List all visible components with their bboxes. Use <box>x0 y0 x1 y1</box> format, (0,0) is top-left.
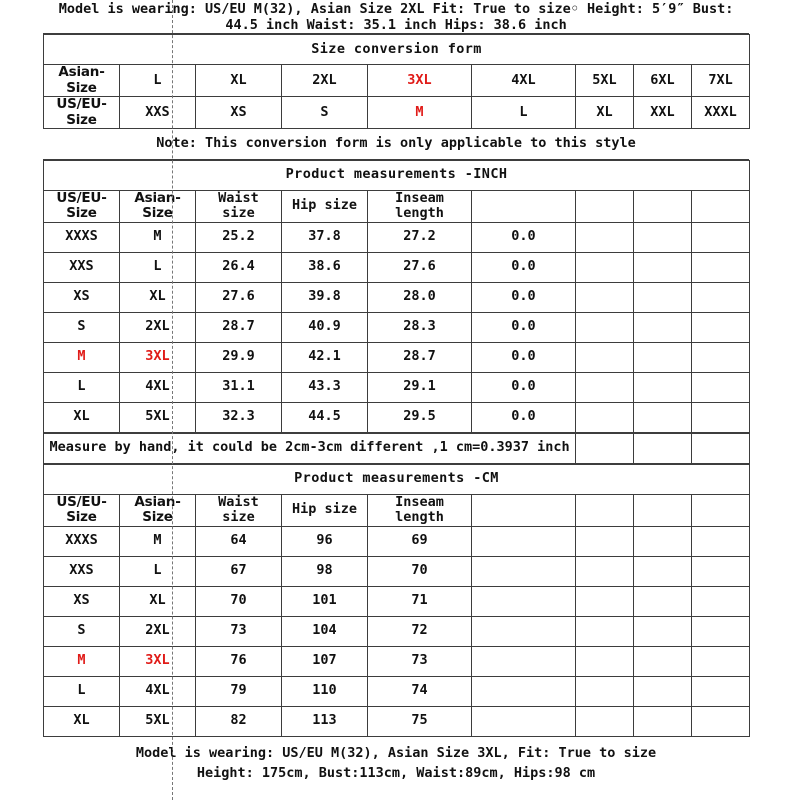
table-row <box>44 312 750 342</box>
inch-cell-empty <box>634 342 692 372</box>
cm-cell-empty <box>576 556 634 586</box>
cm-cell-empty <box>634 706 692 736</box>
size-conversion-title: Size conversion form <box>44 35 750 65</box>
cm-cell-empty <box>692 706 750 736</box>
note-row <box>43 129 749 159</box>
asian-size-cell: 7XL <box>692 65 750 97</box>
inch-cell-useu: XL <box>44 402 120 432</box>
footer-line1: Model is wearing: US/EU M(32), Asian Size 3XL, Fit: True to size <box>135 744 657 761</box>
cm-cell-asian: M <box>120 526 196 556</box>
inch-cell-inseam: 27.6 <box>368 252 472 282</box>
inch-cell-empty <box>634 222 692 252</box>
inch-cell-empty <box>576 312 634 342</box>
cm-header-inseam-length: Inseam length <box>368 494 472 526</box>
cm-cell-hip: 113 <box>282 706 368 736</box>
cm-table-title: Product measurements -CM <box>44 464 750 494</box>
table-row <box>44 372 750 402</box>
cm-cell-useu: M <box>44 646 120 676</box>
inch-cell-hip: 40.9 <box>282 312 368 342</box>
asian-size-cell: L <box>120 65 196 97</box>
asian-size-cell: XL <box>196 65 282 97</box>
inch-cell-extra: 0.0 <box>472 282 576 312</box>
cm-cell-empty <box>576 706 634 736</box>
useu-size-cell: S <box>282 97 368 129</box>
cm-cell-waist: 70 <box>196 586 282 616</box>
cm-cell-inseam: 75 <box>368 706 472 736</box>
inch-table-title: Product measurements -INCH <box>44 160 750 190</box>
cm-cell-empty <box>692 616 750 646</box>
inch-cell-asian: 4XL <box>120 372 196 402</box>
cm-cell-empty <box>472 586 576 616</box>
inch-cell-empty <box>692 372 750 402</box>
size-chart-sheet <box>43 2 749 798</box>
inch-cell-hip: 43.3 <box>282 372 368 402</box>
cm-cell-empty <box>576 526 634 556</box>
useu-size-row <box>44 97 750 129</box>
inch-header-useu-size: US/EU-Size <box>44 190 120 222</box>
inch-cell-useu: XXXS <box>44 222 120 252</box>
asian-size-row <box>44 65 750 97</box>
inch-cell-useu: S <box>44 312 120 342</box>
inch-cell-empty <box>576 252 634 282</box>
inch-cell-extra: 0.0 <box>472 402 576 432</box>
inch-cell-empty <box>692 222 750 252</box>
table-row <box>44 402 750 432</box>
inch-cell-empty <box>634 282 692 312</box>
useu-size-cell: XXS <box>120 97 196 129</box>
cm-header-empty <box>692 494 750 526</box>
useu-size-row-label: US/EU-Size <box>44 97 120 129</box>
inch-header-waist-size: Waist size <box>196 190 282 222</box>
note-table <box>43 129 749 160</box>
measure-note-table <box>43 433 750 464</box>
cm-cell-empty <box>634 526 692 556</box>
inch-cell-extra: 0.0 <box>472 222 576 252</box>
inch-cell-useu: L <box>44 372 120 402</box>
inch-cell-extra: 0.0 <box>472 342 576 372</box>
cm-cell-empty <box>692 646 750 676</box>
size-conversion-table <box>43 34 750 129</box>
table-row <box>44 222 750 252</box>
cm-header-hip-size: Hip size <box>282 494 368 526</box>
inch-cell-hip: 44.5 <box>282 402 368 432</box>
table-row <box>44 526 750 556</box>
inch-cell-empty <box>576 372 634 402</box>
useu-size-cell: XXXL <box>692 97 750 129</box>
inch-cell-asian: L <box>120 252 196 282</box>
cm-header-waist-size: Waist size <box>196 494 282 526</box>
inch-cell-extra: 0.0 <box>472 372 576 402</box>
inch-cell-waist: 26.4 <box>196 252 282 282</box>
inch-cell-empty <box>576 222 634 252</box>
measure-note-row <box>44 433 750 463</box>
inch-cell-extra: 0.0 <box>472 312 576 342</box>
useu-size-cell: L <box>472 97 576 129</box>
inch-cell-useu: XS <box>44 282 120 312</box>
asian-size-cell: 5XL <box>576 65 634 97</box>
inch-cell-hip: 39.8 <box>282 282 368 312</box>
measure-note-empty <box>692 433 750 463</box>
useu-size-cell: XL <box>576 97 634 129</box>
inch-header-row <box>44 190 750 222</box>
table-row <box>44 252 750 282</box>
inch-cell-hip: 42.1 <box>282 342 368 372</box>
cm-cell-hip: 104 <box>282 616 368 646</box>
inch-cell-inseam: 28.3 <box>368 312 472 342</box>
cm-cell-waist: 79 <box>196 676 282 706</box>
cm-cell-empty <box>692 526 750 556</box>
cm-cell-hip: 110 <box>282 676 368 706</box>
inch-cell-empty <box>634 252 692 282</box>
inch-cell-empty <box>576 402 634 432</box>
useu-size-cell: XS <box>196 97 282 129</box>
inch-measurements-table <box>43 160 750 433</box>
inch-header-empty <box>472 190 576 222</box>
measure-by-hand-note: Measure by hand, it could be 2cm-3cm different ,1 cm=0.3937 inch <box>44 433 576 463</box>
cm-cell-empty <box>634 646 692 676</box>
measure-note-empty <box>576 433 634 463</box>
inch-header-asian-size: Asian-Size <box>120 190 196 222</box>
cm-header-useu-size: US/EU-Size <box>44 494 120 526</box>
table-row <box>44 676 750 706</box>
inch-header-hip-size: Hip size <box>282 190 368 222</box>
cm-title-row <box>44 464 750 494</box>
table-row-highlighted <box>44 342 750 372</box>
cm-cell-inseam: 71 <box>368 586 472 616</box>
inch-cell-empty <box>634 372 692 402</box>
asian-size-cell: 2XL <box>282 65 368 97</box>
inch-cell-hip: 38.6 <box>282 252 368 282</box>
top-note-row <box>43 2 749 34</box>
model-wearing-note-bottom <box>43 737 749 784</box>
cm-cell-empty <box>692 556 750 586</box>
cm-cell-waist: 67 <box>196 556 282 586</box>
inch-header-empty <box>692 190 750 222</box>
cm-cell-empty <box>576 586 634 616</box>
cm-header-row <box>44 494 750 526</box>
cm-cell-asian: XL <box>120 586 196 616</box>
inch-cell-useu: M <box>44 342 120 372</box>
cm-cell-empty <box>692 676 750 706</box>
useu-size-cell-highlighted: M <box>368 97 472 129</box>
cm-cell-inseam: 72 <box>368 616 472 646</box>
cm-cell-useu: S <box>44 616 120 646</box>
measure-note-empty <box>634 433 692 463</box>
inch-cell-empty <box>576 282 634 312</box>
inch-cell-waist: 27.6 <box>196 282 282 312</box>
cm-cell-inseam: 70 <box>368 556 472 586</box>
top-note-table <box>43 2 749 34</box>
cm-cell-empty <box>634 676 692 706</box>
inch-cell-asian: 3XL <box>120 342 196 372</box>
cm-cell-asian: 3XL <box>120 646 196 676</box>
table-row <box>44 556 750 586</box>
table-row <box>44 282 750 312</box>
inch-cell-asian: 5XL <box>120 402 196 432</box>
cm-cell-useu: L <box>44 676 120 706</box>
cm-cell-inseam: 73 <box>368 646 472 676</box>
asian-size-cell-highlighted: 3XL <box>368 65 472 97</box>
asian-size-cell: 4XL <box>472 65 576 97</box>
asian-size-row-label: Asian-Size <box>44 65 120 97</box>
cm-cell-useu: XXXS <box>44 526 120 556</box>
inch-cell-asian: 2XL <box>120 312 196 342</box>
inch-title-row <box>44 160 750 190</box>
inch-cell-waist: 29.9 <box>196 342 282 372</box>
inch-cell-inseam: 27.2 <box>368 222 472 252</box>
cm-cell-empty <box>472 706 576 736</box>
cm-cell-asian: 4XL <box>120 676 196 706</box>
inch-cell-empty <box>692 342 750 372</box>
cm-header-empty <box>634 494 692 526</box>
cm-cell-asian: 5XL <box>120 706 196 736</box>
inch-cell-asian: M <box>120 222 196 252</box>
inch-cell-waist: 32.3 <box>196 402 282 432</box>
inch-cell-waist: 25.2 <box>196 222 282 252</box>
inch-header-empty <box>576 190 634 222</box>
inch-cell-inseam: 28.0 <box>368 282 472 312</box>
cm-header-asian-size: Asian-Size <box>120 494 196 526</box>
cm-cell-hip: 98 <box>282 556 368 586</box>
inch-cell-empty <box>692 312 750 342</box>
cm-cell-inseam: 74 <box>368 676 472 706</box>
inch-cell-useu: XXS <box>44 252 120 282</box>
cm-cell-empty <box>634 556 692 586</box>
cm-header-empty <box>576 494 634 526</box>
cm-cell-empty <box>576 676 634 706</box>
cm-cell-empty <box>472 646 576 676</box>
inch-cell-empty <box>576 342 634 372</box>
cm-cell-inseam: 69 <box>368 526 472 556</box>
inch-cell-inseam: 29.1 <box>368 372 472 402</box>
table-row <box>44 706 750 736</box>
cm-cell-waist: 76 <box>196 646 282 676</box>
table-row-highlighted <box>44 646 750 676</box>
cm-cell-empty <box>576 646 634 676</box>
footer-line2: Height: 175cm, Bust:113cm, Waist:89cm, Hips:98 cm <box>196 764 596 781</box>
cm-cell-empty <box>472 526 576 556</box>
cm-cell-asian: 2XL <box>120 616 196 646</box>
inch-cell-inseam: 28.7 <box>368 342 472 372</box>
inch-cell-hip: 37.8 <box>282 222 368 252</box>
cm-cell-hip: 101 <box>282 586 368 616</box>
conversion-note: Note: This conversion form is only applicable to this style <box>43 129 749 159</box>
inch-cell-empty <box>634 312 692 342</box>
table-row <box>44 586 750 616</box>
inch-cell-waist: 31.1 <box>196 372 282 402</box>
asian-size-cell: 6XL <box>634 65 692 97</box>
cm-cell-useu: XS <box>44 586 120 616</box>
cm-cell-waist: 64 <box>196 526 282 556</box>
cm-measurements-table <box>43 464 750 737</box>
cm-cell-empty <box>692 586 750 616</box>
cm-cell-useu: XXS <box>44 556 120 586</box>
cm-header-empty <box>472 494 576 526</box>
cm-cell-hip: 107 <box>282 646 368 676</box>
inch-cell-waist: 28.7 <box>196 312 282 342</box>
cm-cell-empty <box>634 616 692 646</box>
inch-cell-empty <box>634 402 692 432</box>
model-wearing-note-top <box>43 2 749 34</box>
inch-header-inseam-length: Inseam length <box>368 190 472 222</box>
top-note-line1: Model is wearing: US/EU M(32), Asian Size 2XL Fit: True to size◦ Height: 5′9″ Bust: <box>58 1 734 17</box>
inch-cell-empty <box>692 282 750 312</box>
table-row <box>44 616 750 646</box>
inch-cell-inseam: 29.5 <box>368 402 472 432</box>
cm-cell-waist: 82 <box>196 706 282 736</box>
cm-cell-waist: 73 <box>196 616 282 646</box>
cm-cell-asian: L <box>120 556 196 586</box>
useu-size-cell: XXL <box>634 97 692 129</box>
top-note-line2: 44.5 inch Waist: 35.1 inch Hips: 38.6 inch <box>225 16 567 33</box>
inch-header-empty <box>634 190 692 222</box>
inch-cell-asian: XL <box>120 282 196 312</box>
inch-cell-extra: 0.0 <box>472 252 576 282</box>
cm-cell-useu: XL <box>44 706 120 736</box>
cm-cell-empty <box>472 616 576 646</box>
inch-cell-empty <box>692 252 750 282</box>
cm-cell-empty <box>576 616 634 646</box>
cm-cell-empty <box>472 676 576 706</box>
size-conversion-title-row <box>44 35 750 65</box>
cm-cell-empty <box>634 586 692 616</box>
cm-cell-empty <box>472 556 576 586</box>
inch-cell-empty <box>692 402 750 432</box>
cm-cell-hip: 96 <box>282 526 368 556</box>
